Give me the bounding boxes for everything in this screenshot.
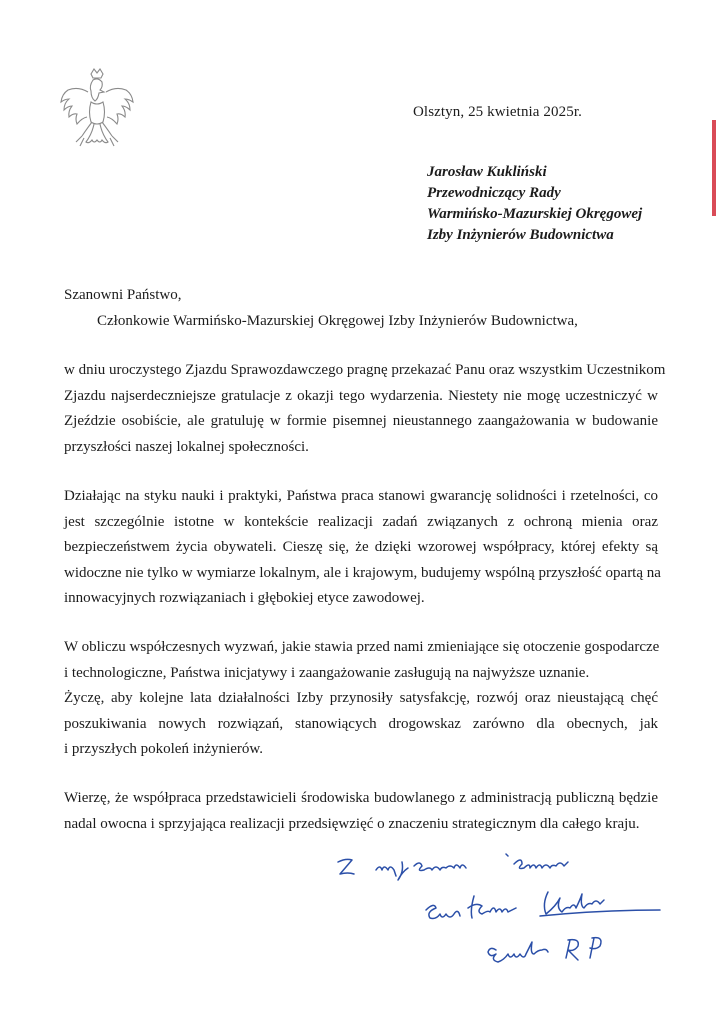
margin-color-mark [712,120,716,216]
paragraph-line: poszukiwania nowych rozwiązań, stanowiących drogowskaz zarówno dla obecnych, jak [64,715,658,732]
paragraph-line: nadal owocna i sprzyjająca realizacji przedsięwzięć o znaczeniu strategicznym dla całego kraju. [64,815,640,832]
recipient-title: Przewodniczący Rady [427,185,561,201]
paragraph-line: jest szczególnie istotne w kontekście realizacji zadań związanych z ochroną mienia oraz [64,513,658,530]
eagle-emblem-icon [58,66,136,154]
salutation-addressees: Członkowie Warmińsko-Mazurskiej Okręgowej Izby Inżynierów Budownictwa, [97,313,578,329]
salutation: Szanowni Państwo, [64,287,182,303]
body-paragraph [64,358,666,460]
handwritten-signature [330,848,690,978]
paragraph-line: i przyszłych pokoleń inżynierów. [64,741,263,758]
paragraph-line: bezpieczeństwem życia obywateli. Cieszę się, że dzięki wzorowej współpracy, której efekty są [64,539,658,556]
body-paragraph [64,786,658,837]
paragraph-line: innowacyjnych rozwiązaniach i głębokiej etyce zawodowej. [64,590,425,607]
paragraph-line: Zjazdu najserdeczniejsze gratulacje z okazji tego wydarzenia. Niestety nie mogę uczestniczyć w [64,387,658,404]
paragraph-line: Zjeździe osobiście, ale gratuluję w formie pisemnej nieustannego zaangażowania w budowanie [64,413,658,430]
paragraph-line: Działając na styku nauki i praktyki, Państwa praca stanowi gwarancję solidności i rzetelności, co [64,488,658,504]
paragraph-line: widoczne nie tylko w wymiarze lokalnym, ale i krajowym, budujemy wspólną przyszłość opartą na [64,564,661,581]
recipient-organization-line: Izby Inżynierów Budownictwa [427,227,614,243]
paragraph-line: w dniu uroczystego Zjazdu Sprawozdawczego pragnę przekazać Panu oraz wszystkim Uczestnikom [64,362,666,378]
recipient-block [427,162,642,246]
recipient-name: Jarosław Kukliński [427,164,547,180]
body-paragraph [64,635,658,763]
body-paragraph [64,484,661,612]
paragraph-line: przyszłości naszej lokalnej społeczności. [64,438,309,455]
paragraph-line: Życzę, aby kolejne lata działalności Izby przynosiły satysfakcję, rozwój oraz nieustającą chęć [64,690,658,707]
paragraph-line: W obliczu współczesnych wyzwań, jakie stawia przed nami zmieniające się otoczenie gospodarcze [64,639,660,655]
paragraph-line: i technologiczne, Państwa inicjatywy i zaangażowanie zasługują na najwyższe uznanie. [64,664,590,681]
paragraph-line: Wierzę, że współpraca przedstawicieli środowiska budowlanego z administracją publiczną będzie [64,790,658,806]
recipient-organization-line: Warmińsko-Mazurskiej Okręgowej [427,206,643,222]
letter-date: Olsztyn, 25 kwietnia 2025r. [413,104,582,120]
